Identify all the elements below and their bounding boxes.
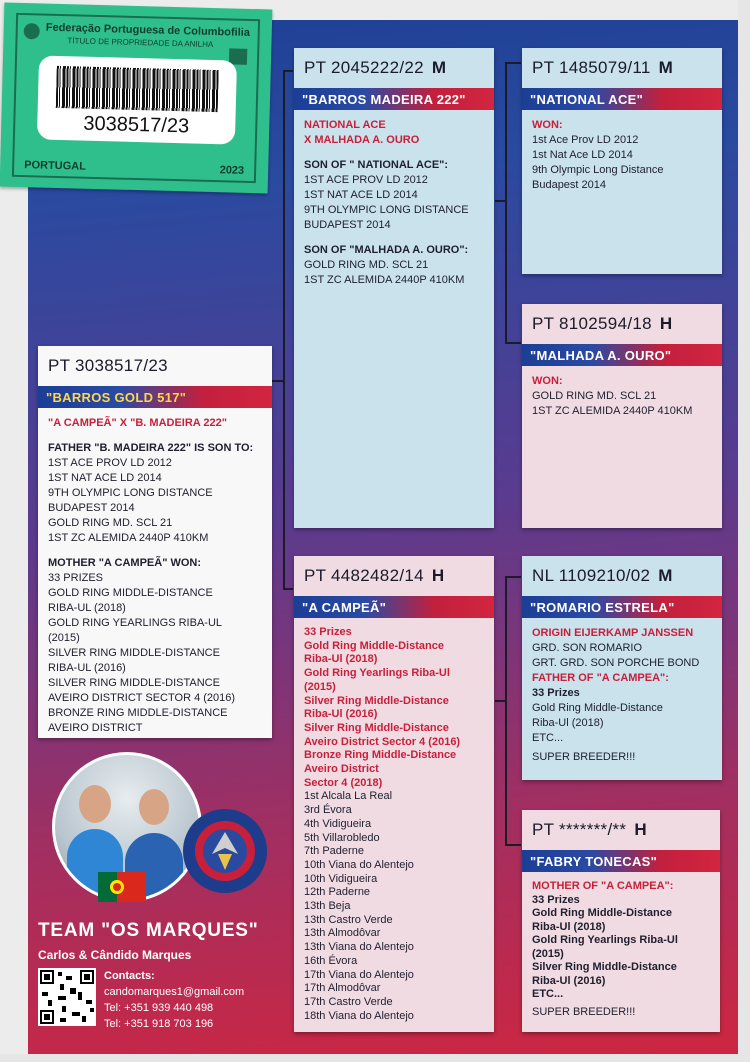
text-line: ETC... (532, 988, 564, 1000)
connector-line (505, 576, 521, 578)
sex-marker: H (659, 314, 673, 333)
paternal-grandmother-card (522, 304, 722, 528)
text-line: Riba-Ul (2016) (304, 708, 378, 721)
fm-name-band (522, 344, 722, 366)
text-line: SILVER RING MIDDLE-DISTANCE (48, 677, 220, 689)
mother-heading: MOTHER "A CAMPEÃ" WON: (48, 557, 202, 569)
sex-marker: M (658, 566, 673, 585)
father-card (294, 48, 494, 528)
maternal-grandfather-card (522, 556, 722, 780)
text-line: Gold Ring Middle-Distance (532, 702, 663, 714)
text-line: 16th Évora (304, 954, 358, 967)
mm-ring (522, 810, 720, 850)
text-line: SILVER RING MIDDLE-DISTANCE (48, 647, 220, 659)
mother-card (294, 556, 494, 1032)
mother-name-band (294, 596, 494, 618)
text-line: 17th Viana do Alentejo (304, 968, 414, 981)
text-line: 1ST ZC ALEMIDA 2440P 410KM (532, 405, 693, 417)
portugal-flag-icon (98, 872, 146, 902)
pigeon-name: "BARROS GOLD 517" (46, 389, 187, 405)
federation-emblem-icon (24, 23, 40, 39)
father-body (294, 110, 494, 296)
ff-name-band (522, 88, 722, 110)
text-line: 4th Vidigueira (304, 817, 372, 830)
text-line: (2015) (304, 680, 336, 693)
text-line: 9TH OLYMPIC LONG DISTANCE (48, 487, 213, 499)
ring-number: PT 1485079/11 (532, 58, 651, 77)
text-line: Budapest 2014 (532, 179, 607, 191)
text-line: 13th Beja (304, 900, 351, 913)
text-line: 13th Almodôvar (304, 927, 381, 940)
text-line: Sector 4 (2018) (304, 776, 383, 789)
text-line: 18th Viana do Alentejo (304, 1009, 414, 1022)
pigeon-name: "NATIONAL ACE" (530, 91, 644, 107)
text-line: 7th Paderne (304, 845, 364, 858)
text-line: 1ST ZC ALEMIDA 2440P 410KM (304, 274, 465, 286)
text-line: 33 Prizes (304, 626, 352, 638)
fm-ring (522, 304, 722, 344)
tag-ring-number: 3038517/23 (83, 112, 190, 138)
phone-1[interactable]: Tel: +351 939 440 498 (104, 1002, 214, 1014)
text-line: 13th Viana do Alentejo (304, 941, 414, 954)
connector-line (505, 576, 507, 846)
text-line: GOLD RING MIDDLE-DISTANCE (48, 587, 213, 599)
connector-line (283, 70, 293, 72)
son-of-heading: SON OF "MALHADA A. OURO": (304, 244, 469, 256)
contacts-label: Contacts: (104, 970, 155, 982)
text-line: X MALHADA A. OURO (304, 134, 420, 146)
text-line: NATIONAL ACE (304, 119, 386, 131)
pigeon-name: "ROMARIO ESTRELA" (530, 599, 675, 615)
super-breeder-tag: SUPER BREEDER!!! (532, 751, 636, 763)
text-line: Gold Ring Yearlings Riba-Ul (304, 667, 450, 680)
mm-body (522, 872, 720, 1027)
team-title: TEAM "OS MARQUES" (38, 920, 259, 941)
text-line: 33 Prizes (532, 687, 580, 699)
mother-lines (48, 571, 262, 736)
maternal-grandmother-card (522, 810, 720, 1032)
text-line: 1st Alcala La Real (304, 790, 393, 803)
ring-number: PT *******/** (532, 820, 627, 839)
text-line: 9TH OLYMPIC LONG DISTANCE (304, 204, 469, 216)
text-line: BUDAPEST 2014 (304, 219, 391, 231)
subject-parents: "A CAMPEÃ" X "B. MADEIRA 222" (48, 417, 227, 429)
text-line: Riba-Ul (2016) (532, 974, 606, 987)
barcode-icon (56, 66, 219, 112)
text-line: Silver Ring Middle-Distance (304, 721, 449, 734)
text-line: 1ST NAT ACE LD 2014 (48, 472, 162, 484)
connector-line (495, 200, 507, 202)
ring-number: PT 4482482/14 (304, 566, 424, 585)
mf-name-band (522, 596, 722, 618)
paper-edge-right (738, 0, 750, 1062)
connector-line (283, 70, 285, 590)
connector-line (505, 62, 507, 344)
text-line: 1ST NAT ACE LD 2014 (304, 189, 418, 201)
text-line: (2015) (48, 632, 80, 644)
connector-line (505, 342, 521, 344)
paper-edge-bottom (0, 1054, 750, 1062)
text-line: 9th Olympic Long Distance (532, 164, 664, 176)
text-line: 10th Vidigueira (304, 872, 378, 885)
mf-ring (522, 556, 722, 596)
connector-line (505, 62, 521, 64)
ring-number: NL 1109210/02 (532, 566, 651, 585)
text-line: 1st Ace Prov LD 2012 (532, 134, 639, 146)
text-line: GOLD RING MD. SCL 21 (48, 517, 173, 529)
pigeon-name: "A CAMPEÃ" (302, 599, 387, 615)
text-line: 1ST ZC ALEMIDA 2440P 410KM (48, 532, 209, 544)
text-line: BUDAPEST 2014 (48, 502, 135, 514)
super-breeder-tag: SUPER BREEDER!!! (532, 1005, 636, 1018)
text-line: Bronze Ring Middle-Distance (304, 749, 457, 762)
sex-marker: H (431, 566, 445, 585)
won-label: WON: (532, 375, 563, 387)
subject-card (38, 346, 272, 738)
ring-number: PT 8102594/18 (532, 314, 652, 333)
text-line: GRT. GRD. SON PORCHE BOND (532, 657, 700, 669)
ring-number: PT 3038517/23 (48, 356, 168, 375)
qr-code-icon[interactable] (38, 968, 96, 1026)
origin-line: ORIGIN EIJERKAMP JANSSEN (532, 627, 694, 639)
text-line: 12th Paderne (304, 886, 371, 899)
mother-of-heading: MOTHER OF "A CAMPEA": (532, 880, 674, 892)
text-line: Gold Ring Yearlings Riba-Ul (532, 934, 678, 946)
person-left-head (79, 785, 111, 823)
text-line: ETC... (532, 732, 564, 744)
subject-name-band (38, 386, 272, 408)
text-line: GOLD RING MD. SCL 21 (304, 259, 429, 271)
text-line: 5th Villarobledo (304, 831, 380, 844)
ring-number: PT 2045222/22 (304, 58, 424, 77)
text-line: (2015) (532, 947, 564, 960)
pigeon-name: "FABRY TONECAS" (530, 853, 658, 869)
mm-name-band (522, 850, 720, 872)
text-line: RIBA-UL (2018) (48, 602, 126, 614)
sex-marker: H (634, 820, 647, 839)
ff-body (522, 110, 722, 201)
text-line: 33 PRIZES (48, 572, 104, 584)
tag-country: PORTUGAL (24, 159, 87, 173)
tag-federation: Federação Portuguesa de Columbofilia (45, 21, 251, 39)
ff-ring (522, 48, 722, 88)
text-line: Aveiro District (304, 763, 379, 776)
connector-line (495, 700, 507, 702)
connector-line (505, 844, 521, 846)
text-line: 1ST ACE PROV LD 2012 (304, 174, 428, 186)
text-line: Riba-Ul (2018) (532, 920, 606, 933)
text-line: Riba-Ul (2018) (304, 653, 378, 666)
paternal-grandfather-card (522, 48, 722, 274)
text-line: 33 Prizes (532, 893, 580, 906)
text-line: 1ST ACE PROV LD 2012 (48, 457, 172, 469)
father-name-band (294, 88, 494, 110)
contacts-block (104, 968, 244, 1032)
text-line: 1st Nat Ace LD 2014 (532, 149, 633, 161)
connector-line (283, 588, 293, 590)
pigeon-name: "MALHADA A. OURO" (530, 347, 672, 363)
text-line: GRD. SON ROMARIO (532, 642, 643, 654)
text-line: RIBA-UL (2016) (48, 662, 126, 674)
barcode-panel (37, 55, 237, 144)
tag-border (12, 13, 260, 183)
won-label: WON: (532, 119, 563, 131)
father-heading: FATHER "B. MADEIRA 222" IS SON TO: (48, 442, 254, 454)
text-line: AVEIRO DISTRICT SECTOR 4 (2016) (48, 692, 236, 704)
father-ring (294, 48, 494, 88)
mother-ring (294, 556, 494, 596)
email-link[interactable]: candomarques1@gmail.com (104, 986, 245, 998)
text-line: Silver Ring Middle-Distance (304, 694, 449, 707)
sex-marker: M (431, 58, 447, 77)
father-of-heading: FATHER OF "A CAMPEA": (532, 672, 669, 684)
person-right-head (139, 789, 169, 825)
tag-title: TÍTULO DE PROPRIEDADE DA ANILHA (67, 36, 214, 50)
ring-ownership-tag (0, 3, 272, 194)
phone-2[interactable]: Tel: +351 918 703 196 (104, 1018, 214, 1030)
son-of-heading: SON OF " NATIONAL ACE": (304, 159, 449, 171)
text-line: 10th Viana do Alentejo (304, 858, 414, 871)
text-line: 3rd Évora (304, 804, 352, 817)
mf-body (522, 618, 722, 773)
text-line: Aveiro District Sector 4 (2016) (304, 735, 461, 748)
text-line: 17th Castro Verde (304, 995, 393, 1008)
text-line: GOLD RING YEARLINGS RIBA-UL (48, 617, 223, 629)
text-line: Gold Ring Middle-Distance (304, 639, 444, 652)
mother-body (294, 618, 494, 1031)
federation-logo-icon (229, 48, 247, 64)
pigeon-name: "BARROS MADEIRA 222" (302, 91, 466, 107)
text-line: AVEIRO DISTRICT (48, 722, 143, 734)
father-lines (48, 456, 262, 546)
text-line: 13th Castro Verde (304, 913, 393, 926)
fm-body (522, 366, 722, 427)
subject-body (38, 408, 272, 744)
text-line: Silver Ring Middle-Distance (532, 961, 677, 973)
text-line: GOLD RING MD. SCL 21 (532, 390, 657, 402)
tag-year: 2023 (219, 164, 245, 177)
subject-ring (38, 346, 272, 386)
text-line: Riba-Ul (2018) (532, 717, 604, 729)
text-line: BRONZE RING MIDDLE-DISTANCE (48, 707, 228, 719)
sex-marker: M (658, 58, 674, 77)
text-line: Gold Ring Middle-Distance (532, 907, 672, 919)
text-line: 17th Almodôvar (304, 982, 381, 995)
federation-seal-icon (182, 808, 268, 894)
team-names: Carlos & Cândido Marques (38, 948, 192, 962)
